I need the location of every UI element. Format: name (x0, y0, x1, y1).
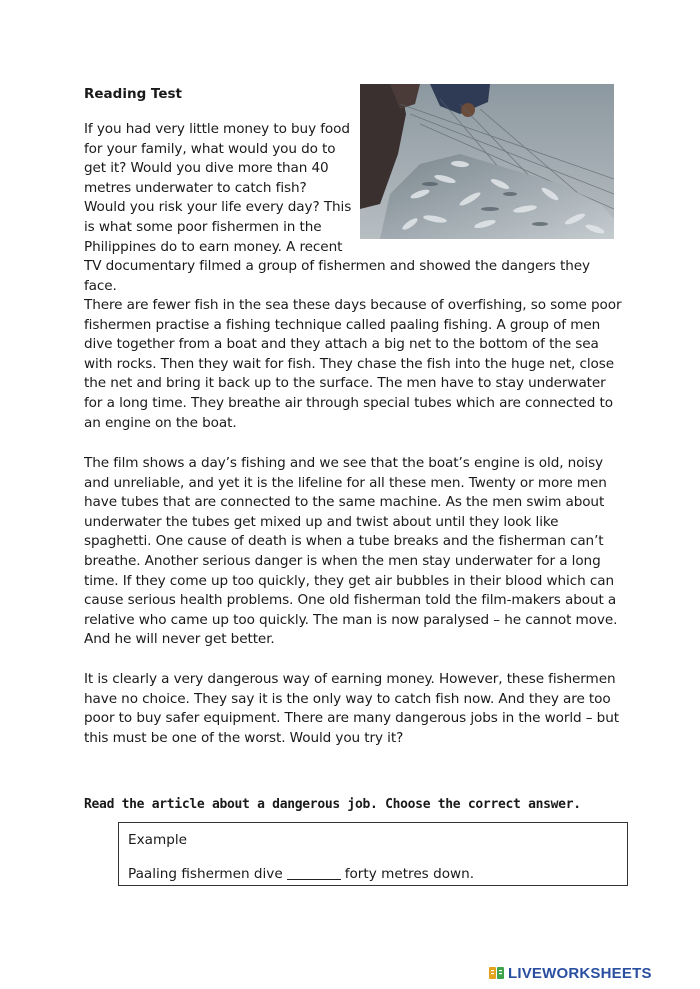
paragraph-conclusion: It is clearly a very dangerous way of earning money. However, these fishermen have no choice. They say it is the only way to catch fish now. And they are too poor to buy safer equipment. There are many dangerous jobs in the world – but this must be one of the worst. Would you try it? (84, 671, 619, 746)
paragraph-film: The film shows a day’s fishing and we see that the boat’s engine is old, noisy and unreliable, and yet it is the lifeline for all these men. Twenty or more men have tubes that are connected to the same machine. As the men swim about underwater the tubes get mixed up and twist about until they look like spaghetti. One cause of death is when a tube breaks and the fisherman can’t breathe. Another serious danger is when the men stay underwater for a long time. If they come up too quickly, they get air bubbles in their blood which can cause serious health problems. One old fisherman told the film-makers about a relative who came up too quickly. The man is now paralysed – he cannot move. And he will never get better. (84, 455, 618, 648)
example-box (118, 822, 628, 886)
intro-text-beside-photo: If you had very little money to buy food for your family, what would you do to get it? Would you dive more than 40 metres underwater to catch fish? Would you risk your life every day? This is what some poor fishermen in the Philippines do to earn money. A recent (84, 121, 352, 255)
example-label: Example (128, 832, 187, 848)
liveworksheets-logo (489, 963, 652, 983)
liveworksheets-logo-icon (489, 965, 505, 981)
example-blank (287, 867, 341, 880)
example-text-before: Paaling fishermen dive (128, 866, 283, 882)
intro-text-continued: TV documentary filmed a group of fishermen and showed the dangers they face. (84, 258, 590, 294)
page-title: Reading Test (84, 86, 182, 102)
task-instruction: Read the article about a dangerous job. Choose the correct answer. (84, 797, 581, 812)
example-text-after: forty metres down. (344, 866, 475, 882)
example-sentence (128, 866, 474, 882)
brand-name: LIVEWORKSHEETS (508, 964, 652, 982)
intro-paragraph (84, 120, 624, 296)
paragraph-overfishing: There are fewer fish in the sea these days because of overfishing, so some poor fishermen practise a fishing technique called paaling fishing. A group of men dive together from a boat and they attach a big net to the bottom of the sea with rocks. Then they wait for fish. They chase the fish into the huge net, close the net and bring it back up to the surface. The men have to stay underwater for a long time. They breathe air through special tubes which are connected to an engine on the boat. (84, 297, 622, 431)
